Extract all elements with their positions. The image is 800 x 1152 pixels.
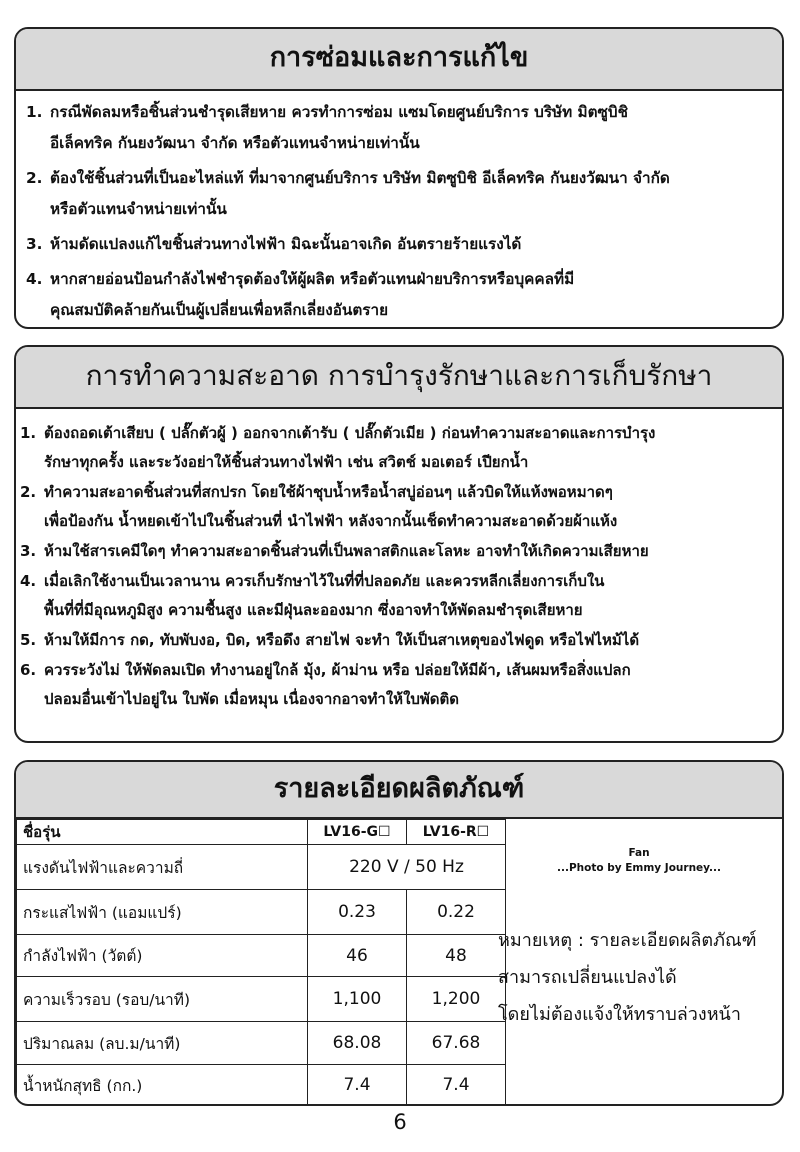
table-row: กำลังไฟฟ้า (วัตต์) 46 48 bbox=[17, 935, 506, 977]
list-item: 1. ต้องถอดเต้าเสียบ ( ปลั๊กตัวผู้ ) ออกจากเต้ารับ ( ปลั๊กตัวเมีย ) ก่อนทำความสะอาดและการบำรุง รักษาทุกครั้ง และระวังอย่าให้ชิ้นส่วนทางไฟฟ้า เช่น สวิตช์ มอเตอร์ เปียกน้ำ bbox=[20, 424, 656, 471]
list-item: 4. เมื่อเลิกใช้งานเป็นเวลานาน ควรเก็บรักษาไว้ในที่ที่ปลอดภัย และควรหลีกเลี่ยงการเก็บใน พื้นที่ที่มีอุณหภูมิสูง ความชื้นสูง และมีฝุ่นละอองมาก ซึ่งอาจทำให้พัดลมชำรุดเสียหาย bbox=[20, 572, 605, 619]
list-item: 3. ห้ามดัดแปลงแก้ไขชิ้นส่วนทางไฟฟ้า มิฉะนั้นอาจเกิด อันตรายร้ายแรงได้ bbox=[26, 235, 522, 253]
voltage-value: 220 V / 50 Hz bbox=[308, 845, 506, 890]
table-row: กระแสไฟฟ้า (แอมแปร์) 0.23 0.22 bbox=[17, 890, 506, 935]
list-item: 6. ควรระวังไม่ ให้พัดลมเปิด ทำงานอยู่ใกล้ มุ้ง, ผ้าม่าน หรือ ปล่อยให้มีผ้า, เส้นผมหรือสิ่งแปลก ปลอมอื่นเข้าไปอยู่ใน ใบพัด เมื่อหมุน เนื่องจากอาจทำให้ใบพัดติด bbox=[20, 661, 631, 708]
list-item: 2. ต้องใช้ชิ้นส่วนที่เป็นอะไหล่แท้ ที่มาจากศูนย์บริการ บริษัท มิตซูบิชิ อีเล็คทริค กันยงวัฒนา จำกัด หรือตัวแทนจำหน่ายเท่านั้น bbox=[26, 169, 670, 218]
list-item: 4. หากสายอ่อนป้อนกำลังไฟชำรุดต้องให้ผู้ผลิต หรือตัวแทนฝ่ายบริการหรือบุคคลที่มี คุณสมบัติคล้ายกันเป็นผู้เปลี่ยนเพื่อหลีกเลี่ยงอันตราย bbox=[26, 270, 575, 319]
cleaning-title: การทำความสะอาด การบำรุงรักษาและการเก็บรักษา bbox=[16, 347, 782, 409]
table-row bbox=[17, 845, 506, 890]
cleaning-list bbox=[16, 409, 782, 714]
list-item: 2. ทำความสะอาดชิ้นส่วนที่สกปรก โดยใช้ผ้าชุบน้ำหรือน้ำสบู่อ่อนๆ แล้วบิดให้แห้งพอหมาดๆ เพื่อป้องกัน น้ำหยดเข้าไปในชิ้นส่วนที่ นำไฟฟ้า หลังจากนั้นเช็ดทำความสะอาดด้วยผ้าแห้ง bbox=[20, 483, 618, 530]
photo-credit bbox=[494, 846, 784, 876]
table-row: ปริมาณลม (ลบ.ม/นาที) 68.08 67.68 bbox=[17, 1022, 506, 1065]
photo-credit-text: ...Photo by Emmy Journey... bbox=[556, 862, 722, 874]
repair-list bbox=[16, 91, 782, 326]
specs-section bbox=[14, 760, 784, 1106]
list-item: 3. ห้ามใช้สารเคมีใดๆ ทำความสะอาดชิ้นส่วนที่เป็นพลาสติกและโลหะ อาจทำให้เกิดความเสียหาย bbox=[20, 542, 649, 560]
model-label: ชื่อรุ่น bbox=[17, 820, 308, 845]
list-item: 1. กรณีพัดลมหรือชิ้นส่วนชำรุดเสียหาย ควรทำการซ่อม แซมโดยศูนย์บริการ บริษัท มิตซูบิชิ อีเล็คทริค กันยงวัฒนา จำกัด หรือตัวแทนจำหน่ายเท่านั้น bbox=[26, 103, 629, 152]
voltage-label: แรงดันไฟฟ้าและความถี่ bbox=[17, 845, 308, 890]
model-2: LV16-R☐ bbox=[407, 820, 506, 845]
model-1: LV16-G☐ bbox=[308, 820, 407, 845]
photo-caption: Fan bbox=[628, 847, 650, 859]
spec-note: หมายเหตุ : รายละเอียดผลิตภัณฑ์ สามารถเปลี่ยนแปลงได้ โดยไม่ต้องแจ้งให้ทราบล่วงหน้า bbox=[498, 930, 757, 1025]
table-row bbox=[17, 820, 506, 845]
repair-title: การซ่อมและการแก้ไข bbox=[16, 29, 782, 91]
specs-title: รายละเอียดผลิตภัณฑ์ bbox=[16, 762, 782, 819]
table-row: ความเร็วรอบ (รอบ/นาที) 1,100 1,200 bbox=[17, 977, 506, 1022]
repair-section bbox=[14, 27, 784, 329]
specs-table bbox=[16, 819, 506, 1106]
table-row: น้ำหนักสุทธิ (กก.) 7.4 7.4 bbox=[17, 1065, 506, 1106]
page-number: 6 bbox=[393, 1110, 407, 1134]
cleaning-section bbox=[14, 345, 784, 743]
list-item: 5. ห้ามให้มีการ กด, ทับพับงอ, บิด, หรือดึง สายไฟ จะทำ ให้เป็นสาเหตุของไฟดูด หรือไฟไหม้ได้ bbox=[20, 631, 640, 649]
